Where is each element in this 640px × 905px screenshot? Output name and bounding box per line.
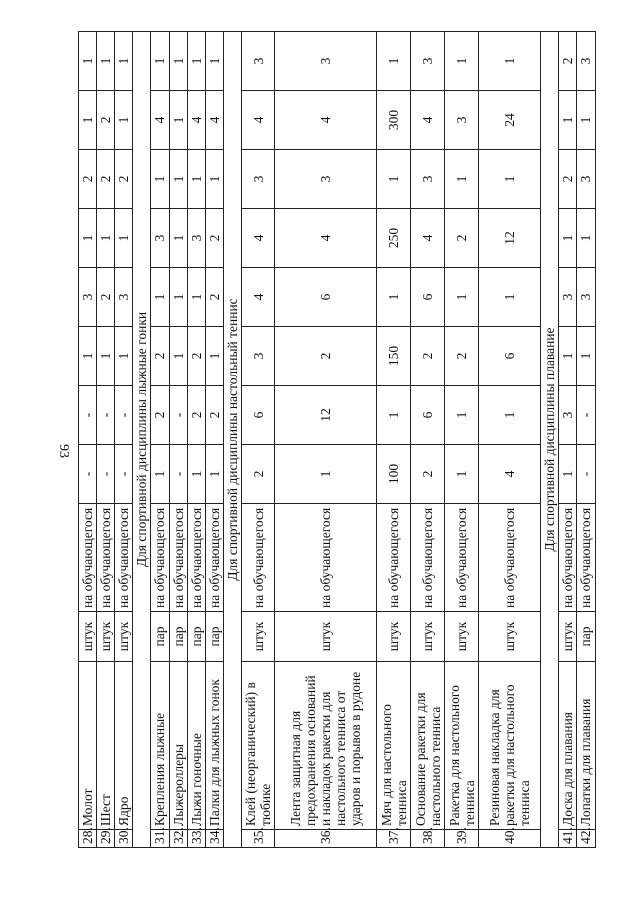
equipment-table (78, 31, 596, 848)
table-row (169, 32, 187, 848)
item-name: Лыжи гоночные (187, 662, 205, 830)
value-cell: 6 (411, 268, 445, 327)
table-wrapper (78, 32, 594, 848)
item-name: Резиновая накладка для ракетки для настольного тенниса (479, 662, 541, 830)
value-cell: 3 (187, 209, 205, 268)
row-number: 42. (577, 830, 595, 848)
value-cell: 4 (151, 91, 169, 150)
value-cell: 1 (445, 268, 479, 327)
value-cell: 3 (79, 268, 97, 327)
page-number: 93 (56, 444, 71, 458)
value-cell: 2 (97, 268, 115, 327)
row-number: 39. (445, 830, 479, 848)
value-cell: 2 (205, 386, 223, 445)
value-cell: 1 (479, 386, 541, 445)
item-name: Доска для плавания (559, 662, 577, 830)
value-cell: 1 (169, 327, 187, 386)
per-cell: на обучающегося (79, 504, 97, 612)
table-row (241, 32, 274, 848)
value-cell: 1 (151, 32, 169, 91)
row-number: 37. (377, 830, 411, 848)
value-cell: - (79, 445, 97, 504)
value-cell: 2 (411, 327, 445, 386)
unit-cell: штук (479, 612, 541, 662)
per-cell: на обучающегося (151, 504, 169, 612)
value-cell: 2 (151, 327, 169, 386)
value-cell: 4 (411, 209, 445, 268)
value-cell: 2 (97, 91, 115, 150)
value-cell: - (79, 386, 97, 445)
per-cell: на обучающегося (241, 504, 274, 612)
section-row (133, 32, 151, 848)
table-row (115, 32, 133, 848)
value-cell: 1 (577, 327, 595, 386)
per-cell: на обучающегося (377, 504, 411, 612)
value-cell: 1 (79, 32, 97, 91)
value-cell: 4 (241, 91, 274, 150)
value-cell: - (97, 386, 115, 445)
value-cell: 3 (577, 150, 595, 209)
unit-cell: штук (115, 612, 133, 662)
unit-cell: пар (577, 612, 595, 662)
value-cell: 1 (79, 209, 97, 268)
value-cell: 2 (79, 150, 97, 209)
unit-cell: пар (169, 612, 187, 662)
section-title: Для спортивной дисциплины настольный теннис (223, 32, 241, 848)
value-cell: 2 (241, 445, 274, 504)
row-number: 34. (205, 830, 223, 848)
value-cell: 24 (479, 91, 541, 150)
value-cell: 1 (79, 91, 97, 150)
item-name: Ядро (115, 662, 133, 830)
item-name: Шест (97, 662, 115, 830)
value-cell: 2 (187, 386, 205, 445)
value-cell: 1 (115, 91, 133, 150)
row-number: 35. (241, 830, 274, 848)
value-cell: 4 (479, 445, 541, 504)
value-cell: 3 (241, 32, 274, 91)
row-number: 29. (97, 830, 115, 848)
value-cell: 1 (205, 445, 223, 504)
row-number: 38. (411, 830, 445, 848)
value-cell: 1 (97, 32, 115, 91)
per-cell: на обучающегося (187, 504, 205, 612)
value-cell: 2 (411, 445, 445, 504)
value-cell: 6 (241, 386, 274, 445)
value-cell: 1 (479, 150, 541, 209)
per-cell: на обучающегося (445, 504, 479, 612)
value-cell: 1 (445, 386, 479, 445)
value-cell: 1 (445, 445, 479, 504)
unit-cell: штук (377, 612, 411, 662)
row-number: 32. (169, 830, 187, 848)
value-cell: 3 (275, 150, 377, 209)
table-row (205, 32, 223, 848)
value-cell: 1 (377, 386, 411, 445)
value-cell: 3 (115, 268, 133, 327)
value-cell: 1 (577, 209, 595, 268)
row-number: 36. (275, 830, 377, 848)
value-cell: 1 (97, 327, 115, 386)
value-cell: 2 (445, 327, 479, 386)
value-cell: 1 (445, 32, 479, 91)
value-cell: 1 (559, 209, 577, 268)
value-cell: 1 (205, 150, 223, 209)
table-body (79, 32, 596, 848)
value-cell: 1 (151, 150, 169, 209)
per-cell: на обучающегося (411, 504, 445, 612)
value-cell: 1 (115, 32, 133, 91)
value-cell: 250 (377, 209, 411, 268)
value-cell: 3 (411, 32, 445, 91)
value-cell: 4 (275, 209, 377, 268)
unit-cell: штук (79, 612, 97, 662)
table-row (97, 32, 115, 848)
value-cell: 100 (377, 445, 411, 504)
value-cell: 3 (577, 268, 595, 327)
value-cell: 1 (377, 150, 411, 209)
item-name: Лыжероллеры (169, 662, 187, 830)
unit-cell: штук (559, 612, 577, 662)
value-cell: 3 (559, 386, 577, 445)
value-cell: 4 (275, 91, 377, 150)
value-cell: 4 (187, 91, 205, 150)
value-cell: - (577, 445, 595, 504)
value-cell: 4 (241, 268, 274, 327)
value-cell: 2 (205, 268, 223, 327)
value-cell: 3 (577, 32, 595, 91)
row-number: 40. (479, 830, 541, 848)
value-cell: - (169, 386, 187, 445)
per-cell: на обучающегося (205, 504, 223, 612)
row-number: 33. (187, 830, 205, 848)
value-cell: - (169, 445, 187, 504)
table-row (559, 32, 577, 848)
value-cell: 1 (169, 209, 187, 268)
item-name: Крепления лыжные (151, 662, 169, 830)
item-name: Клей (неорганический) в тюбике (241, 662, 274, 830)
value-cell: 1 (479, 268, 541, 327)
value-cell: 1 (169, 91, 187, 150)
value-cell: 1 (187, 268, 205, 327)
unit-cell: штук (411, 612, 445, 662)
unit-cell: штук (97, 612, 115, 662)
value-cell: 2 (97, 150, 115, 209)
value-cell: 12 (275, 386, 377, 445)
per-cell: на обучающегося (559, 504, 577, 612)
per-cell: на обучающегося (97, 504, 115, 612)
row-number: 28. (79, 830, 97, 848)
value-cell: 4 (241, 209, 274, 268)
table-row (151, 32, 169, 848)
per-cell: на обучающегося (169, 504, 187, 612)
value-cell: 1 (79, 327, 97, 386)
value-cell: - (577, 386, 595, 445)
section-title: Для спортивной дисциплины лыжные гонки (133, 32, 151, 848)
value-cell: 3 (151, 209, 169, 268)
value-cell: 1 (151, 445, 169, 504)
value-cell: 1 (559, 91, 577, 150)
value-cell: 3 (275, 32, 377, 91)
value-cell: 150 (377, 327, 411, 386)
unit-cell: пар (151, 612, 169, 662)
value-cell: 1 (445, 150, 479, 209)
value-cell: 1 (559, 445, 577, 504)
value-cell: 1 (205, 327, 223, 386)
unit-cell: пар (187, 612, 205, 662)
value-cell: 2 (115, 150, 133, 209)
value-cell: 2 (559, 150, 577, 209)
value-cell: 6 (479, 327, 541, 386)
row-number: 30. (115, 830, 133, 848)
value-cell: 1 (187, 445, 205, 504)
section-row (541, 32, 559, 848)
value-cell: 3 (445, 91, 479, 150)
value-cell: 3 (241, 150, 274, 209)
value-cell: 2 (205, 209, 223, 268)
value-cell: 2 (151, 386, 169, 445)
value-cell: 1 (169, 150, 187, 209)
item-name: Ракетка для настольного тенниса (445, 662, 479, 830)
value-cell: 1 (275, 445, 377, 504)
table-row (187, 32, 205, 848)
value-cell: 1 (169, 268, 187, 327)
unit-cell: штук (275, 612, 377, 662)
unit-cell: штук (241, 612, 274, 662)
value-cell: 1 (205, 32, 223, 91)
value-cell: 3 (559, 268, 577, 327)
value-cell: 6 (275, 268, 377, 327)
item-name: Молот (79, 662, 97, 830)
value-cell: 1 (377, 268, 411, 327)
section-row (223, 32, 241, 848)
value-cell: - (97, 445, 115, 504)
table-row (577, 32, 595, 848)
value-cell: 2 (187, 327, 205, 386)
item-name: Мяч для настольного тенниса (377, 662, 411, 830)
unit-cell: пар (205, 612, 223, 662)
value-cell: 1 (187, 32, 205, 91)
per-cell: на обучающегося (479, 504, 541, 612)
section-title: Для спортивной дисциплины плавание (541, 32, 559, 848)
value-cell: 6 (411, 386, 445, 445)
value-cell: 1 (377, 32, 411, 91)
value-cell: 4 (205, 91, 223, 150)
value-cell: 1 (187, 150, 205, 209)
per-cell: на обучающегося (275, 504, 377, 612)
value-cell: 2 (445, 209, 479, 268)
value-cell: 2 (275, 327, 377, 386)
value-cell: 4 (411, 91, 445, 150)
table-row (445, 32, 479, 848)
row-number: 31. (151, 830, 169, 848)
row-number: 41. (559, 830, 577, 848)
table-row (275, 32, 377, 848)
value-cell: 1 (169, 32, 187, 91)
item-name: Палки для лыжных гонок (205, 662, 223, 830)
value-cell: 1 (115, 327, 133, 386)
table-row (377, 32, 411, 848)
table-row (479, 32, 541, 848)
unit-cell: штук (445, 612, 479, 662)
item-name: Лопатки для плавания (577, 662, 595, 830)
value-cell: 3 (411, 150, 445, 209)
table-row (79, 32, 97, 848)
per-cell: на обучающегося (115, 504, 133, 612)
value-cell: 1 (559, 327, 577, 386)
value-cell: 1 (115, 209, 133, 268)
table-row (411, 32, 445, 848)
per-cell: на обучающегося (577, 504, 595, 612)
value-cell: 1 (97, 209, 115, 268)
value-cell: 1 (151, 268, 169, 327)
value-cell: - (115, 445, 133, 504)
value-cell: 1 (479, 32, 541, 91)
value-cell: 12 (479, 209, 541, 268)
item-name: Основание ракетки для настольного тенниса (411, 662, 445, 830)
value-cell: 1 (577, 91, 595, 150)
item-name: Лента защитная для предохранения оснований и накладок ракетки для настольного тенниса от ударов и порывов в рудоне (275, 662, 377, 830)
value-cell: 300 (377, 91, 411, 150)
value-cell: - (115, 386, 133, 445)
value-cell: 2 (559, 32, 577, 91)
value-cell: 3 (241, 327, 274, 386)
